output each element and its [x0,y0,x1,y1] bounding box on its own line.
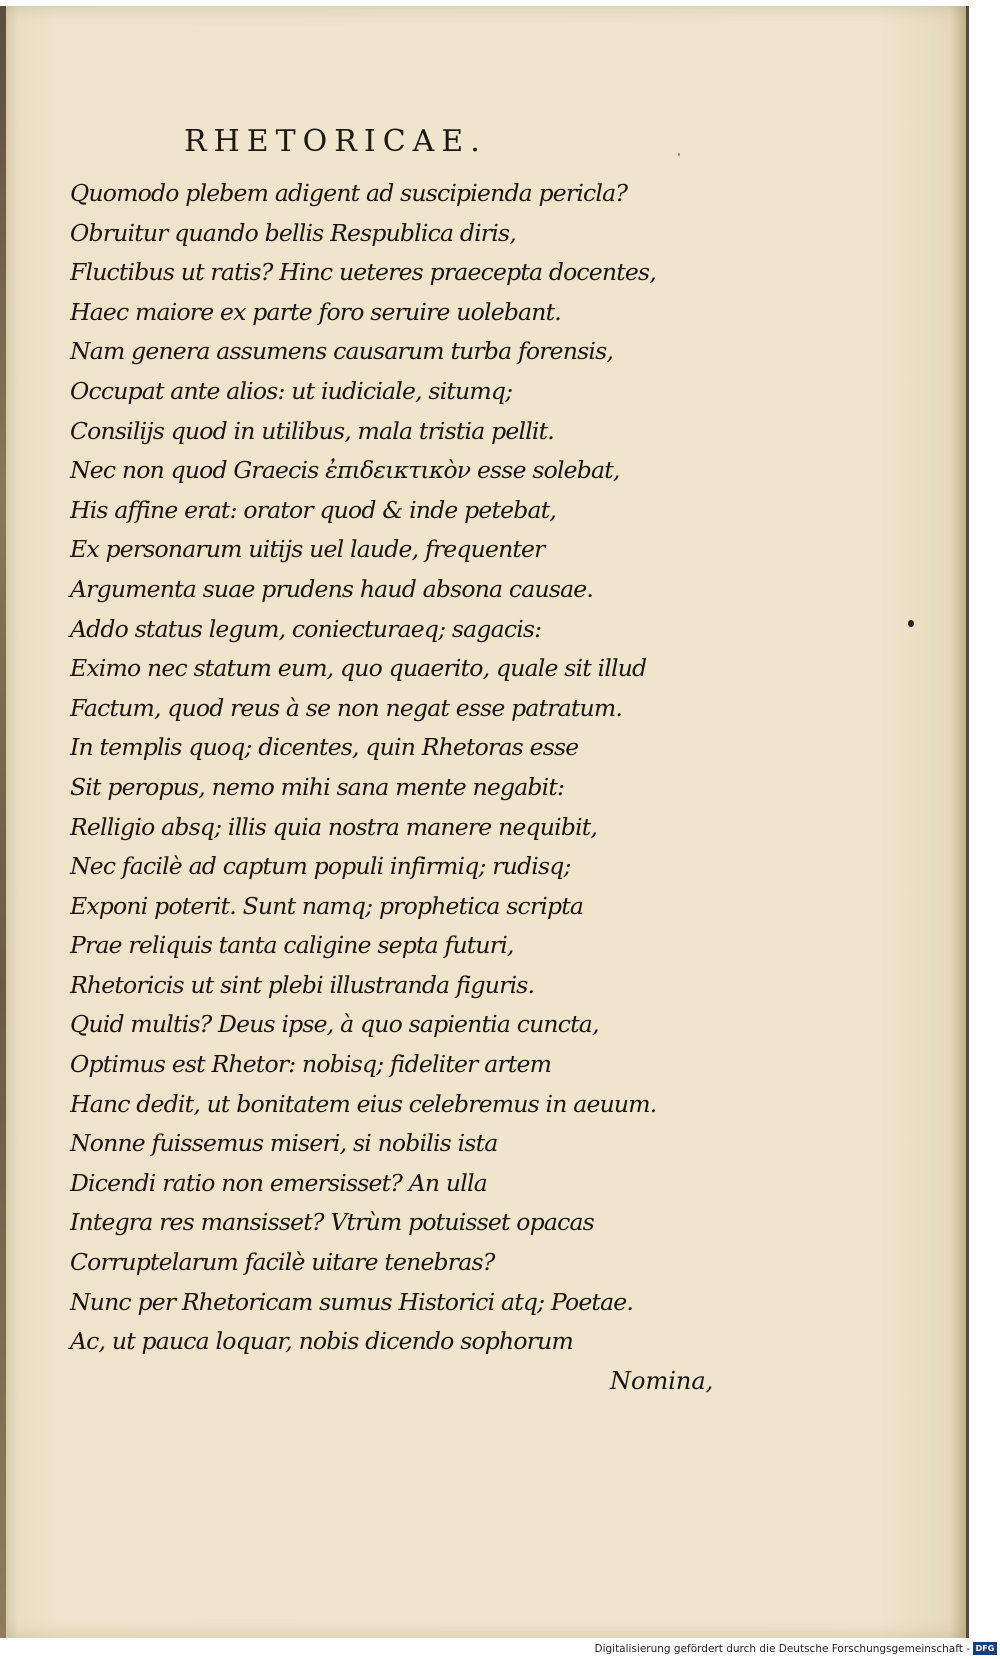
verse-line: Quomodo plebem adigent ad suscipienda pericla? [70,179,628,207]
verse-line: Dicendi ratio non emersisset? An ulla [70,1168,487,1197]
verse-line: Rhetoricis ut sint plebi illustranda figuris. [70,970,535,999]
verse-line: Ex personarum uitijs uel laude, frequenter [70,535,545,564]
catchword: Nomina, [610,1367,714,1395]
verse-text-block [70,174,750,1362]
verse-line: Nec non quod Graecis ἐπιδεικτικὸν esse solebat, [70,456,620,485]
verse-line: Quid multis? Deus ipse, à quo sapientia cuncta, [70,1010,599,1039]
ink-speck [678,153,680,156]
verse-line: Eximo nec statum eum, quo quaerito, quale sit illud [70,654,647,683]
verse-line: Integra res mansisset? Vtrùm potuisset opacas [70,1208,594,1237]
verse-line: Nec facilè ad captum populi infirmiq; rudisq; [70,852,571,881]
page-gutter-edge [0,6,6,1638]
verse-line: Nam genera assumens causarum turba forensis, [70,337,614,366]
ink-speck [908,620,914,627]
verse-line: Haec maiore ex parte foro seruire uolebant. [70,297,561,326]
verse-line: Obruitur quando bellis Respublica diris, [70,218,516,247]
verse-line: His affine erat: orator quod & inde petebat, [70,495,557,524]
verse-line: Optimus est Rhetor: nobisq; fideliter artem [70,1050,552,1079]
verse-line: Occupat ante alios: ut iudiciale, situmq; [70,376,513,405]
book-page [0,6,969,1638]
running-head: RHETORICAE. [184,124,487,159]
verse-line: In templis quoq; dicentes, quin Rhetoras esse [70,733,579,762]
dfg-logo: DFG [973,1642,997,1655]
verse-line: Argumenta suae prudens haud absona causae. [70,574,594,603]
verse-line: Sit peropus, nemo mihi sana mente negabit: [70,772,565,801]
verse-line: Corruptelarum facilè uitare tenebras? [70,1248,495,1277]
verse-line: Ac, ut pauca loquar, nobis dicendo sophorum [70,1327,573,1356]
verse-line: Addo status legum, coniecturaeq; sagacis: [70,614,542,643]
verse-line: Nonne fuissemus miseri, si nobilis ista [70,1129,498,1158]
verse-line: Consilijs quod in utilibus, mala tristia pellit. [70,416,554,445]
verse-line: Exponi poterit. Sunt namq; prophetica scripta [70,891,584,920]
digitization-credit: Digitalisierung gefördert durch die Deutsche Forschungsgemeinschaft - [594,1643,970,1655]
verse-line: Relligio absq; illis quia nostra manere nequibit, [70,812,598,841]
verse-line: Factum, quod reus à se non negat esse patratum. [70,693,623,722]
verse-line: Hanc dedit, ut bonitatem eius celebremus in aeuum. [70,1089,657,1118]
verse-line: Prae reliquis tanta caligine septa futuri, [70,931,514,960]
verse-line: Fluctibus ut ratis? Hinc ueteres praecepta docentes, [70,258,656,287]
verse-line: Nunc per Rhetoricam sumus Historici atq; Poetae. [70,1287,634,1316]
